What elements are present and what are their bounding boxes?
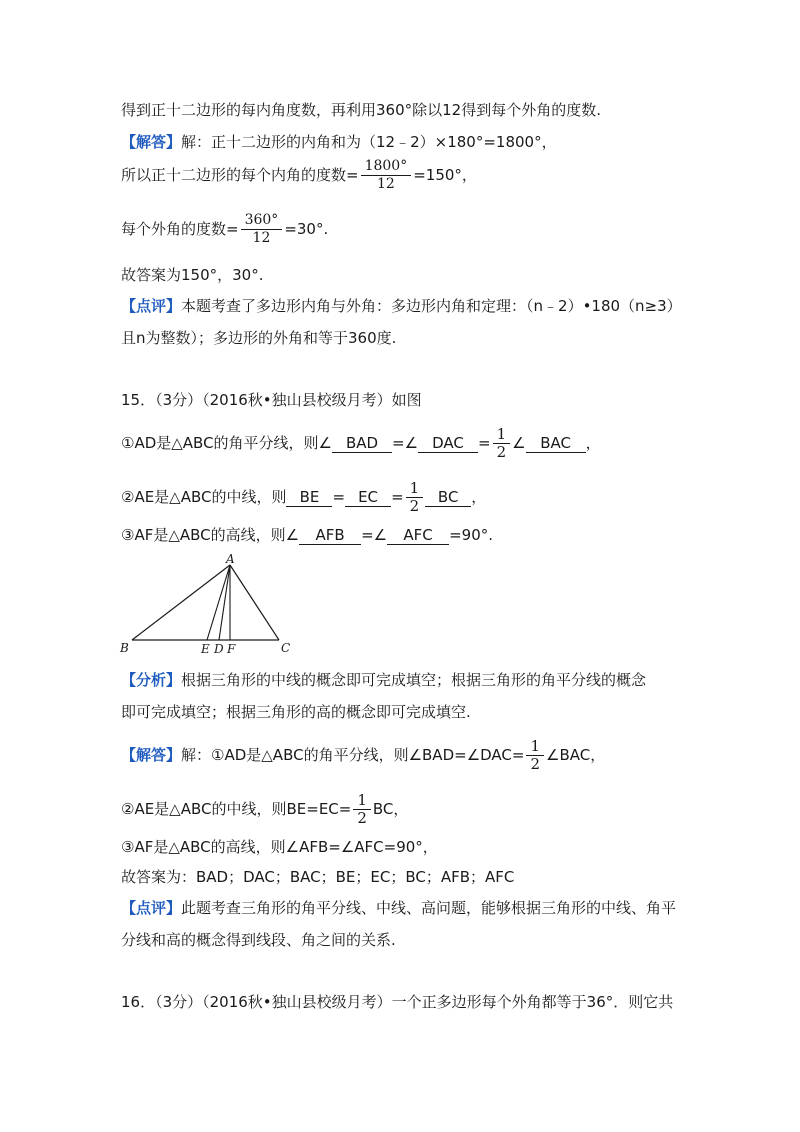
comment-text: 本题考查了多边形内角与外角：多边形内角和定理：（n﹣2）•180（n≥3） bbox=[181, 297, 682, 315]
text-segment: = bbox=[478, 434, 491, 452]
segment-ad bbox=[219, 565, 230, 640]
q15-item-2 bbox=[121, 480, 486, 515]
fraction-denominator: 2 bbox=[409, 497, 420, 515]
answer-blank: DAC bbox=[418, 435, 478, 453]
answer-tag: 【解答】 bbox=[121, 133, 182, 151]
fraction-half bbox=[493, 426, 511, 461]
comment-tag: 【点评】 bbox=[121, 297, 182, 315]
text-segment: =∠ bbox=[361, 526, 388, 544]
fraction-numerator: 1 bbox=[526, 738, 544, 756]
text-segment: =30°. bbox=[284, 220, 329, 238]
label-d: D bbox=[214, 642, 224, 655]
text-segment: =∠ bbox=[392, 434, 419, 452]
text-segment: 解：①AD是△ABC的角平分线，则∠BAD=∠DAC= bbox=[181, 746, 525, 764]
analysis-line bbox=[121, 670, 646, 690]
text-line: 得到正十二边形的每内角度数，再利用360°除以12得到每个外角的度数. bbox=[121, 101, 601, 119]
answer-text: 解：正十二边形的内角和为（12﹣2）×180°=1800°， bbox=[181, 133, 557, 151]
text-line: 故答案为150°，30°. bbox=[121, 266, 264, 284]
fraction-denominator: 2 bbox=[496, 443, 507, 461]
answer-line bbox=[121, 132, 557, 152]
text-segment: ①AD是△ABC的角平分线，则∠ bbox=[121, 434, 333, 452]
answer-blank: BAD bbox=[332, 435, 392, 453]
answer-blank: AFC bbox=[387, 527, 449, 545]
fraction-denominator: 2 bbox=[530, 755, 541, 773]
text-segment: =150°， bbox=[413, 166, 477, 184]
fraction-numerator: 1 bbox=[493, 426, 511, 444]
solution-tag: 【解答】 bbox=[121, 746, 182, 764]
text-segment: ②AE是△ABC的中线，则 bbox=[121, 488, 287, 506]
segment-ab bbox=[132, 565, 230, 640]
text-line: 分线和高的概念得到线段、角之间的关系. bbox=[121, 931, 396, 949]
fraction-line bbox=[121, 158, 477, 193]
answer-blank: BE bbox=[286, 489, 332, 507]
solution-line bbox=[121, 738, 605, 773]
text-segment: = bbox=[332, 488, 346, 506]
label-e: E bbox=[201, 642, 210, 655]
fraction bbox=[241, 212, 283, 247]
fraction-line bbox=[121, 212, 328, 247]
text-segment: ∠ bbox=[512, 434, 526, 452]
answer-blank: BAC bbox=[526, 435, 586, 453]
analysis-text: 根据三角形的中线的概念即可完成填空；根据三角形的角平分线的概念 bbox=[181, 671, 647, 689]
text-segment: 所以正十二边形的每个内角的度数= bbox=[121, 166, 359, 184]
fraction-denominator: 12 bbox=[376, 176, 395, 192]
text-segment: 每个外角的度数= bbox=[121, 220, 239, 238]
segment-ae bbox=[207, 565, 230, 640]
comment-tag: 【点评】 bbox=[121, 899, 182, 917]
question-16-title: 16．（3分）（2016秋•独山县校级月考）一个正多边形每个外角都等于36°．则它共 bbox=[121, 993, 674, 1011]
comment-line bbox=[121, 898, 676, 918]
q15-item-1 bbox=[121, 426, 601, 461]
triangle-figure bbox=[118, 553, 298, 655]
text-segment: =90°. bbox=[449, 526, 494, 544]
answer-blank: BC bbox=[425, 489, 471, 507]
question-15-title: 15．（3分）（2016秋•独山县校级月考）如图 bbox=[121, 391, 422, 409]
text-segment: ②AE是△ABC的中线，则BE=EC= bbox=[121, 800, 352, 818]
text-line: 且n为整数）；多边形的外角和等于360度. bbox=[121, 329, 397, 347]
analysis-tag: 【分析】 bbox=[121, 671, 182, 689]
text-segment: ③AF是△ABC的高线，则∠ bbox=[121, 526, 300, 544]
text-segment: ， bbox=[471, 488, 487, 506]
label-c: C bbox=[281, 641, 291, 655]
segment-ac bbox=[230, 565, 279, 640]
text-segment: = bbox=[391, 488, 404, 506]
fraction-half bbox=[526, 738, 544, 773]
fraction-denominator: 2 bbox=[357, 809, 367, 827]
text-segment: BC， bbox=[372, 800, 409, 818]
text-line: ③AF是△ABC的高线，则∠AFB=∠AFC=90°， bbox=[121, 838, 438, 856]
text-segment: ∠BAC， bbox=[546, 746, 606, 764]
fraction-denominator: 12 bbox=[252, 230, 271, 246]
fraction-numerator: 360° bbox=[241, 212, 283, 230]
comment-line bbox=[121, 296, 682, 316]
q15-item-3 bbox=[121, 525, 493, 545]
text-line: 故答案为：BAD；DAC；BAC；BE；EC；BC；AFB；AFC bbox=[121, 868, 515, 886]
label-b: B bbox=[120, 641, 129, 655]
fraction-numerator: 1 bbox=[353, 792, 371, 810]
fraction bbox=[361, 158, 412, 193]
fraction-numerator: 1 bbox=[406, 480, 424, 498]
solution-line bbox=[121, 792, 408, 827]
label-a: A bbox=[226, 553, 235, 566]
comment-text: 此题考查三角形的角平分线、中线、高问题，能够根据三角形的中线、角平 bbox=[181, 899, 677, 917]
text-line: 即可完成填空；根据三角形的高的概念即可完成填空. bbox=[121, 703, 471, 721]
text-segment: ， bbox=[585, 434, 601, 452]
fraction-half bbox=[406, 480, 424, 515]
fraction-numerator: 1800° bbox=[361, 158, 412, 176]
fraction-half bbox=[353, 792, 371, 827]
label-f: F bbox=[227, 642, 236, 655]
answer-blank: EC bbox=[345, 489, 391, 507]
answer-blank: AFB bbox=[299, 527, 361, 545]
